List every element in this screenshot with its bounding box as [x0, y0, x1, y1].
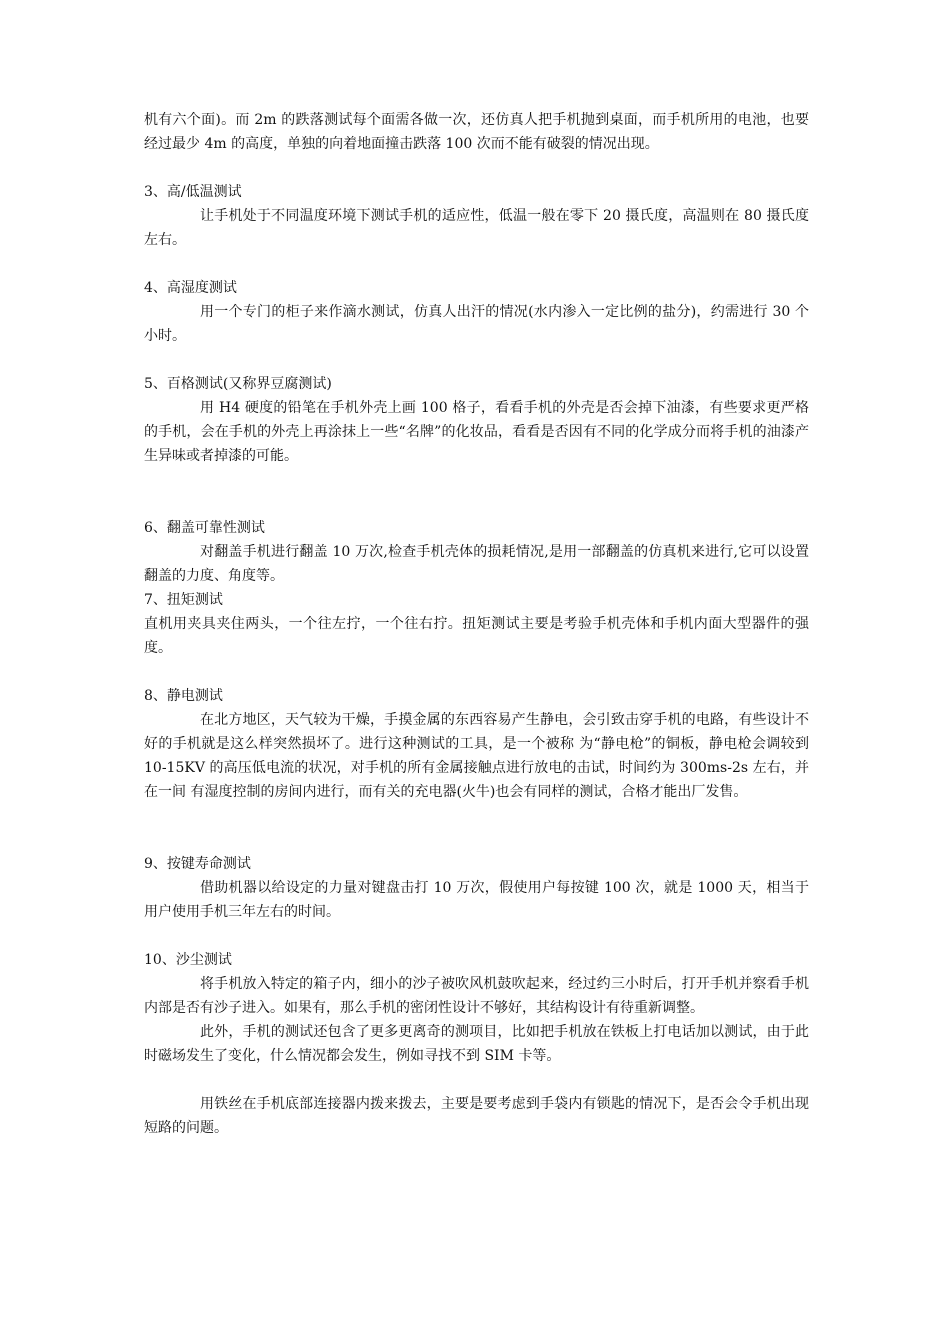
section-heading-7: 7、扭矩测试 — [144, 592, 223, 608]
section-heading-5: 5、百格测试(又称界豆腐测试) — [144, 376, 332, 392]
section-body-7: 直机用夹具夹住两头，一个往左拧，一个往右拧。扭矩测试主要是考验手机壳体和手机内面大型器件的强度。 — [144, 616, 809, 656]
section-heading-9: 9、按键寿命测试 — [144, 856, 251, 872]
section-body-6: 对翻盖手机进行翻盖 10 万次,检查手机壳体的损耗情况,是用一部翻盖的仿真机来进行,它可以设置翻盖的力度、角度等。 — [144, 544, 809, 584]
section-body-5: 用 H4 硬度的铅笔在手机外壳上画 100 格子，看看手机的外壳是否会掉下油漆，有些要求更严格的手机，会在手机的外壳上再涂抹上一些“名牌”的化妆品，看看是否因有不同的化学成分而将手机的油漆产生异味或者掉漆的可能。 — [144, 400, 809, 464]
extra-paragraph-2: 用铁丝在手机底部连接器内拨来拨去，主要是要考虑到手袋内有锁匙的情况下，是否会令手机出现短路的问题。 — [144, 1096, 809, 1136]
section-heading-3: 3、高/低温测试 — [144, 184, 242, 200]
extra-paragraph-1: 此外，手机的测试还包含了更多更离奇的测项目，比如把手机放在铁板上打电话加以测试，由于此时磁场发生了变化，什么情况都会发生，例如寻找不到 SIM 卡等。 — [144, 1024, 809, 1064]
section-heading-6: 6、翻盖可靠性测试 — [144, 520, 265, 536]
section-body-9: 借助机器以给设定的力量对键盘击打 10 万次，假使用户每按键 100 次，就是 1000 天，相当于用户使用手机三年左右的时间。 — [144, 880, 809, 920]
section-body-10: 将手机放入特定的箱子内，细小的沙子被吹风机鼓吹起来，经过约三小时后，打开手机并察看手机内部是否有沙子进入。如果有，那么手机的密闭性设计不够好，其结构设计有待重新调整。 — [144, 976, 809, 1016]
section-heading-10: 10、沙尘测试 — [144, 952, 232, 968]
document-page — [144, 108, 809, 1140]
section-body-4: 用一个专门的柜子来作滴水测试，仿真人出汗的情况(水内渗入一定比例的盐分)，约需进行 30 个小时。 — [144, 304, 809, 344]
section-body-3: 让手机处于不同温度环境下测试手机的适应性，低温一般在零下 20 摄氏度，高温则在 80 摄氏度左右。 — [144, 208, 809, 248]
section-heading-4: 4、高湿度测试 — [144, 280, 237, 296]
section-body-8: 在北方地区，天气较为干燥，手摸金属的东西容易产生静电，会引致击穿手机的电路，有些设计不好的手机就是这么样突然损坏了。进行这种测试的工具，是一个被称 为“静电枪”的铜板，静电枪会调较到 10-15KV 的高压低电流的状况，对手机的所有金属接触点进行放电的击试，时间约为 300ms-2s 左右，并在一间 有湿度控制的房间内进行，而有关的充电器(火牛)也会有同样的测试，合格才能出厂发售。 — [144, 712, 809, 800]
intro-paragraph: 机有六个面)。而 2m 的跌落测试每个面需各做一次，还仿真人把手机抛到桌面，而手机所用的电池，也要经过最少 4m 的高度，单独的向着地面撞击跌落 100 次而不能有破裂的情况出现。 — [144, 112, 809, 152]
section-heading-8: 8、静电测试 — [144, 688, 223, 704]
